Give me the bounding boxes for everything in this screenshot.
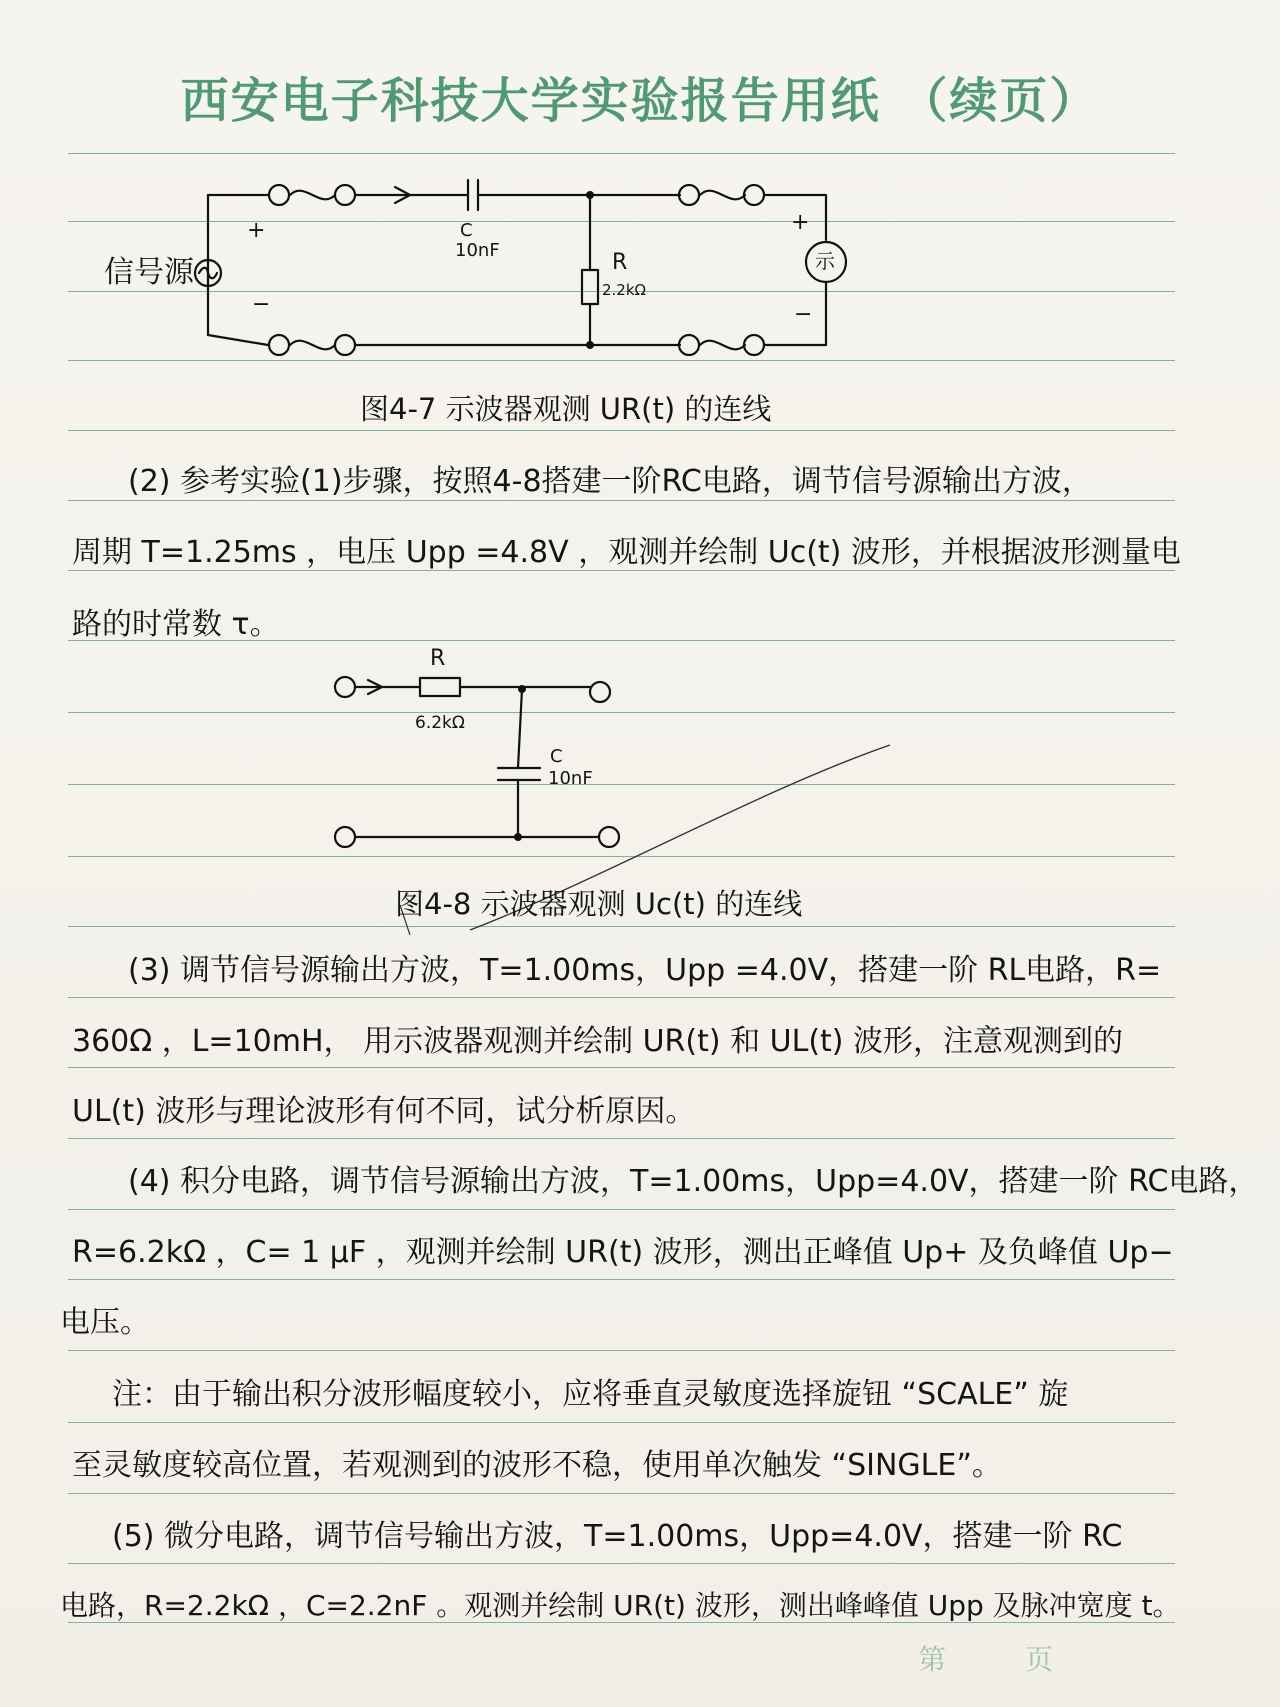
note-line2: 至灵敏度较高位置，若观测到的波形不稳，使用单次触发 “SINGLE”。	[72, 1448, 1002, 1483]
para4-line2: R=6.2kΩ ，C= 1 μF ，观测并绘制 UR(t) 波形，测出正峰值 Up+ 及负峰值 Up−	[72, 1235, 1174, 1270]
resistor-symbol	[582, 270, 598, 304]
footer-di: 第	[918, 1643, 947, 1676]
resistor-value: 2.2kΩ	[602, 281, 647, 299]
plus-label-right: +	[791, 210, 810, 235]
resistor-name: R	[612, 250, 628, 275]
capacitor-name-48: C	[550, 746, 563, 767]
terminal-node	[335, 827, 355, 847]
capacitor-name: C	[460, 220, 473, 241]
plus-label-left: +	[247, 218, 266, 243]
terminal-node	[335, 677, 355, 697]
minus-label-right: −	[794, 302, 813, 327]
terminal-node	[679, 335, 699, 355]
terminal-node	[335, 185, 355, 205]
terminal-node	[599, 827, 619, 847]
footer-ye: 页	[1025, 1643, 1054, 1676]
source-label: 信号源	[104, 255, 194, 290]
para2-line3: 路的时常数 τ。	[72, 607, 280, 642]
terminal-node	[335, 335, 355, 355]
para5-line2: 电路，R=2.2kΩ ，C=2.2nF 。观测并绘制 UR(t) 波形，测出峰峰值 Upp 及脉冲宽度 t。	[60, 1589, 1181, 1622]
terminal-node	[590, 682, 610, 702]
para3-line3: UL(t) 波形与理论波形有何不同，试分析原因。	[72, 1094, 696, 1129]
minus-label-left: −	[252, 292, 271, 317]
terminal-node	[269, 335, 289, 355]
figure-4-7-caption: 图4-7 示波器观测 UR(t) 的连线	[360, 392, 772, 426]
para2-line2: 周期 T=1.25ms ，电压 Upp =4.8V ，观测并绘制 Uc(t) 波形，并根据波形测量电	[72, 535, 1181, 570]
terminal-node	[744, 185, 764, 205]
scope-symbol-label: 示	[815, 249, 835, 273]
terminal-node	[679, 185, 699, 205]
page-header-title: 西安电子科技大学实验报告用纸 （续页）	[180, 73, 1100, 129]
para3-line2: 360Ω ，L=10mH， 用示波器观测并绘制 UR(t) 和 UL(t) 波形，注意观测到的	[72, 1024, 1124, 1059]
capacitor-value: 10nF	[455, 240, 500, 261]
resistor-symbol	[420, 678, 460, 696]
terminal-node	[744, 335, 764, 355]
para4-line1: (4) 积分电路，调节信号源输出方波，T=1.00ms，Upp=4.0V，搭建一阶 RC电路，	[128, 1164, 1259, 1199]
resistor-value-48: 6.2kΩ	[415, 713, 465, 733]
terminal-node	[269, 185, 289, 205]
figure-4-8-caption: 图4-8 示波器观测 Uc(t) 的连线	[395, 887, 803, 921]
para3-line1: (3) 调节信号源输出方波，T=1.00ms，Upp =4.0V，搭建一阶 RL电路，R=	[128, 953, 1162, 988]
figure-4-7-circuit	[195, 180, 846, 355]
resistor-name-48: R	[430, 646, 446, 671]
capacitor-value-48: 10nF	[548, 768, 593, 789]
para5-line1: (5) 微分电路，调节信号输出方波，T=1.00ms，Upp=4.0V，搭建一阶 RC	[112, 1519, 1123, 1554]
para2-line1: (2) 参考实验(1)步骤，按照4-8搭建一阶RC电路，调节信号源输出方波，	[128, 464, 1092, 499]
para4-line3: 电压。	[60, 1305, 150, 1340]
note-line1: 注：由于输出积分波形幅度较小，应将垂直灵敏度选择旋钮 “SCALE” 旋	[112, 1377, 1069, 1412]
